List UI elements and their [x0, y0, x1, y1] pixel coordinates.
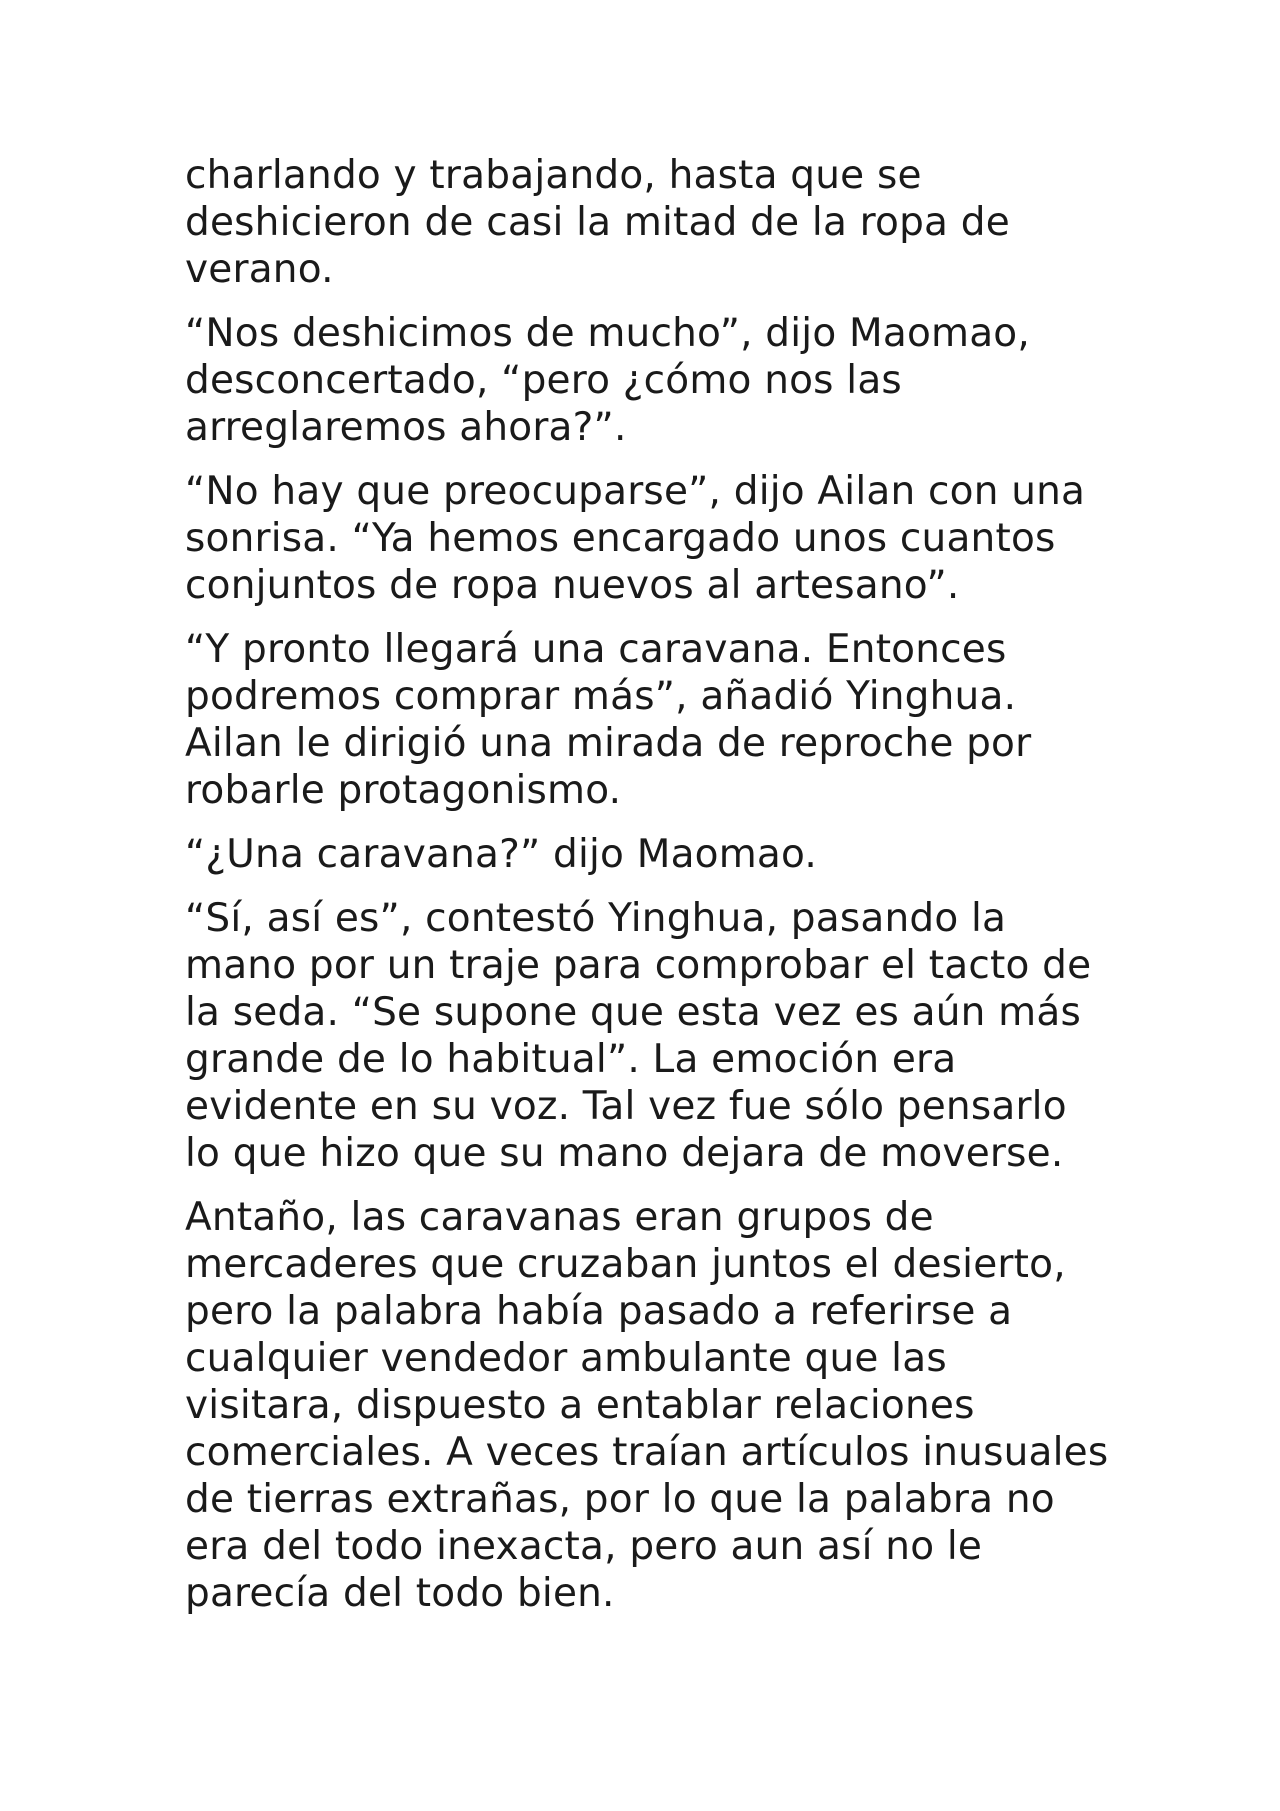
- text-line: visitara, dispuesto a entablar relaciones: [185, 1383, 975, 1428]
- text-line: “No hay que preocuparse”, dijo Ailan con una: [185, 469, 1086, 514]
- text-line: lo que hizo que su mano dejara de moverse.: [185, 1131, 1064, 1176]
- paragraph-5: [185, 831, 1130, 878]
- text-line: “¿Una caravana?” dijo Maomao.: [185, 832, 817, 877]
- paragraph-1: [185, 152, 1130, 293]
- paragraph-7: [185, 1194, 1130, 1617]
- text-line: charlando y trabajando, hasta que se: [185, 153, 922, 198]
- text-line: era del todo inexacta, pero aun así no le: [185, 1524, 983, 1569]
- text-line: la seda. “Se supone que esta vez es aún más: [185, 990, 1081, 1035]
- text-line: mercaderes que cruzaban juntos el desierto,: [185, 1242, 1066, 1287]
- body-text: [185, 152, 1130, 1634]
- text-line: sonrisa. “Ya hemos encargado unos cuantos: [185, 516, 1056, 561]
- paragraph-6: [185, 895, 1130, 1177]
- text-line: arreglaremos ahora?”.: [185, 405, 627, 450]
- text-line: de tierras extrañas, por lo que la palabra no: [185, 1477, 1055, 1522]
- text-line: “Y pronto llegará una caravana. Entonces: [185, 627, 1007, 672]
- text-line: verano.: [185, 247, 334, 292]
- paragraph-4: [185, 626, 1130, 814]
- text-line: grande de lo habitual”. La emoción era: [185, 1037, 957, 1082]
- text-line: Antaño, las caravanas eran grupos de: [185, 1195, 934, 1240]
- text-line: mano por un traje para comprobar el tacto de: [185, 943, 1092, 988]
- text-line: deshicieron de casi la mitad de la ropa de: [185, 200, 1010, 245]
- paragraph-2: [185, 310, 1130, 451]
- text-line: desconcertado, “pero ¿cómo nos las: [185, 358, 902, 403]
- text-line: podremos comprar más”, añadió Yinghua.: [185, 674, 1017, 719]
- text-line: “Sí, así es”, contestó Yinghua, pasando la: [185, 896, 1007, 941]
- text-line: robarle protagonismo.: [185, 768, 622, 813]
- text-line: Ailan le dirigió una mirada de reproche por: [185, 721, 1032, 766]
- paragraph-3: [185, 468, 1130, 609]
- text-line: evidente en su voz. Tal vez fue sólo pensarlo: [185, 1084, 1067, 1129]
- text-line: “Nos deshicimos de mucho”, dijo Maomao,: [185, 311, 1030, 356]
- text-line: parecía del todo bien.: [185, 1571, 615, 1616]
- text-line: cualquier vendedor ambulante que las: [185, 1336, 947, 1381]
- text-line: comerciales. A veces traían artículos inusuales: [185, 1430, 1109, 1475]
- text-line: conjuntos de ropa nuevos al artesano”.: [185, 563, 960, 608]
- text-line: pero la palabra había pasado a referirse a: [185, 1289, 1013, 1334]
